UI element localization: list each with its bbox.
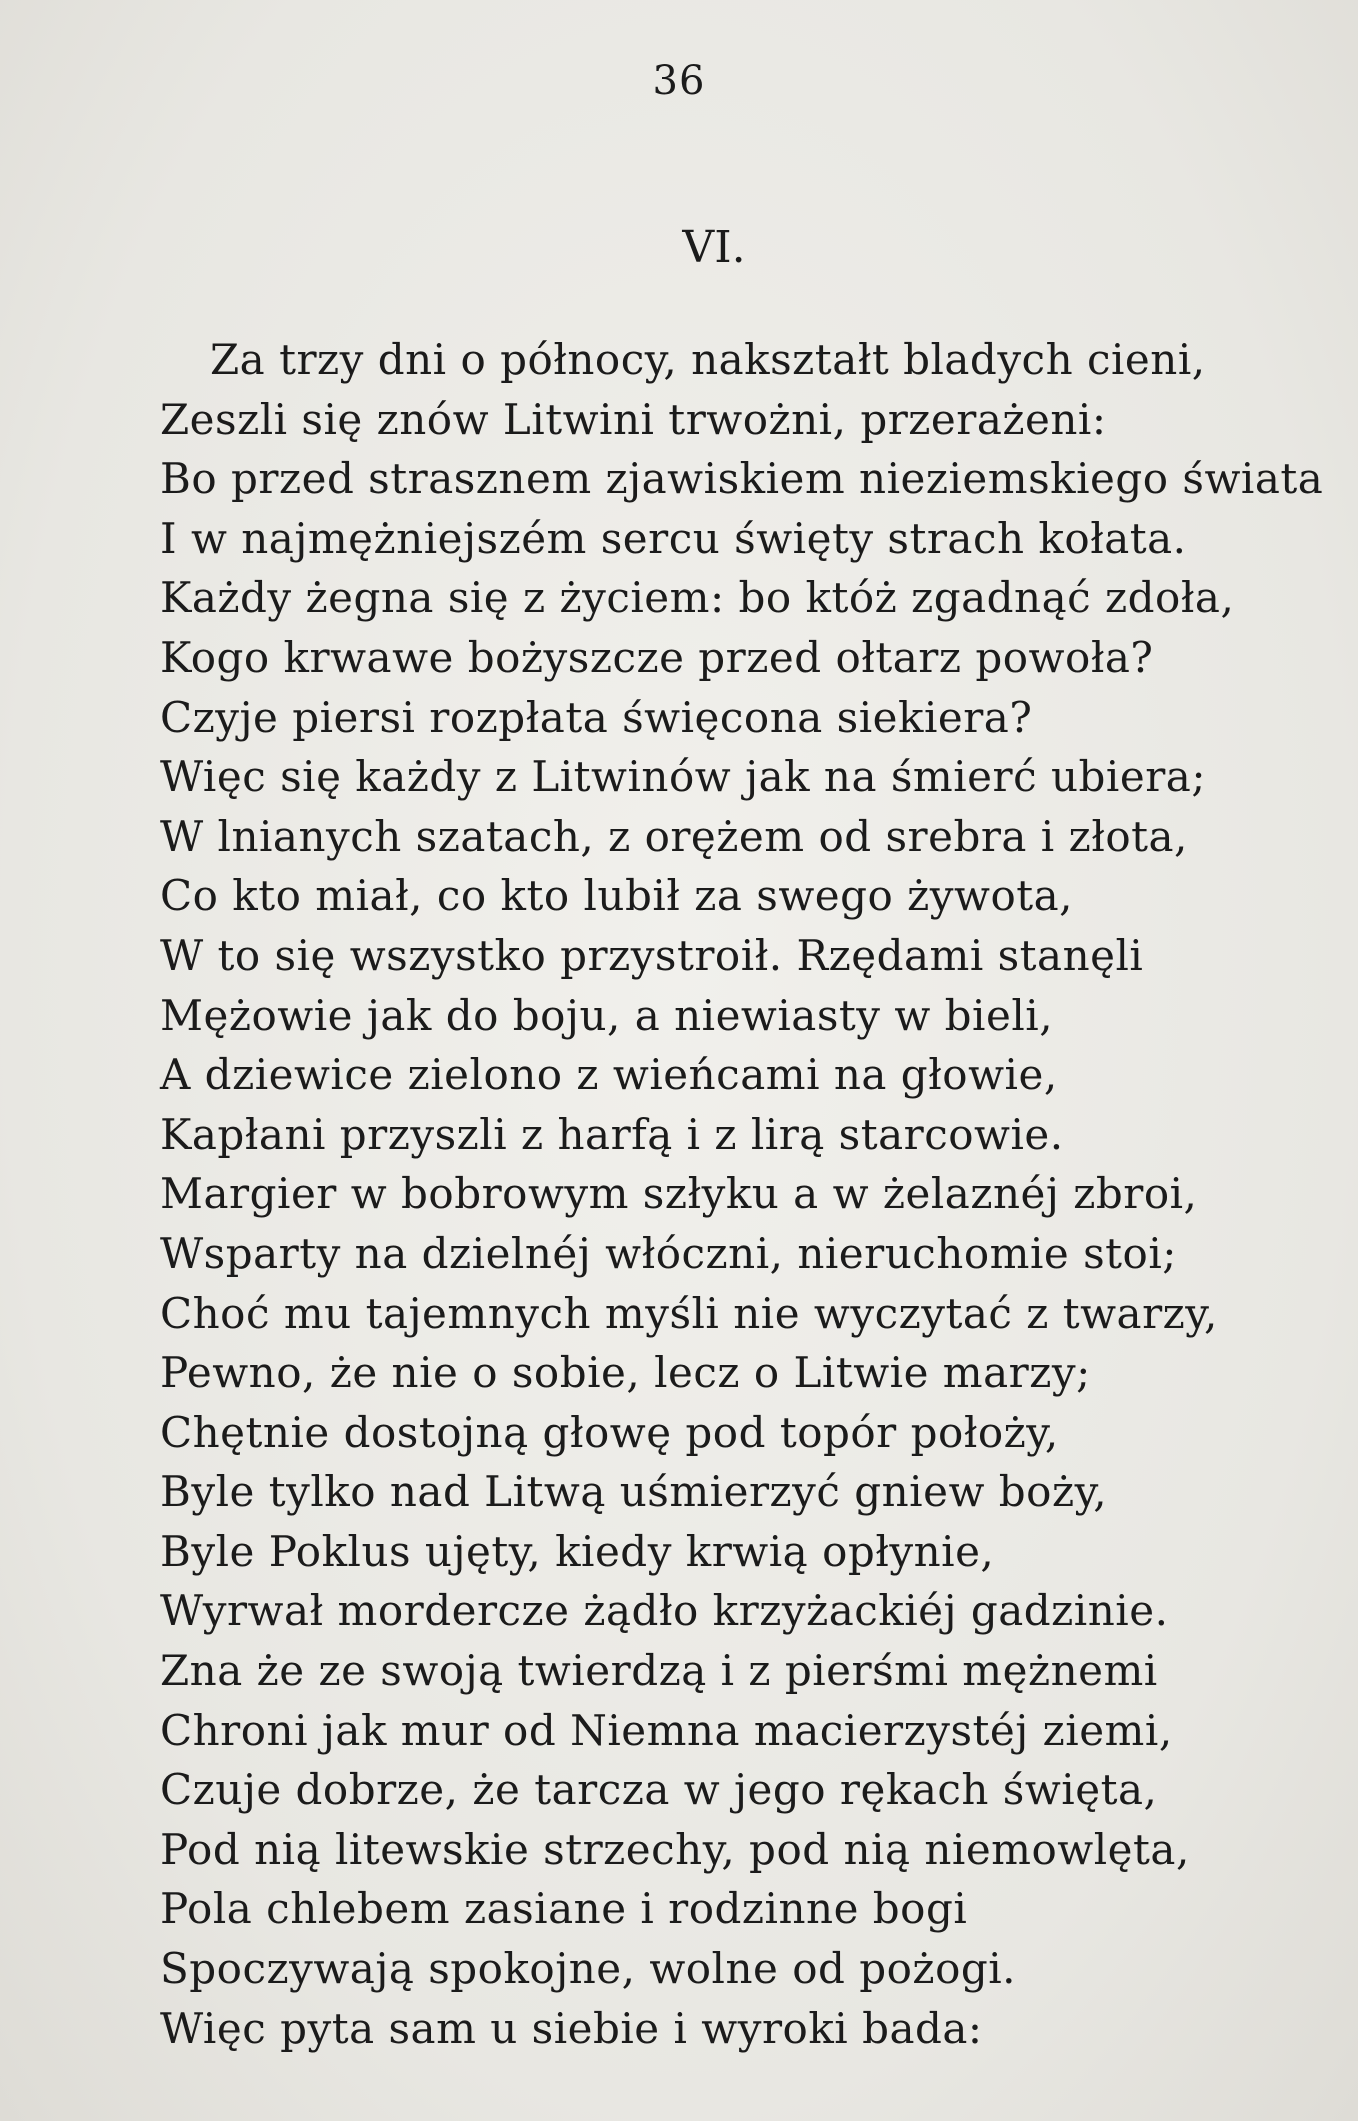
verse-line: A dziewice zielono z wieńcami na głowie, (160, 1050, 1058, 1100)
verse-line: Kapłani przyszli z harfą i z lirą starcowie. (160, 1109, 1064, 1159)
verse-line: Byle Poklus ujęty, kiedy krwią opłynie, (160, 1526, 995, 1576)
verse-line: Bo przed strasznem zjawiskiem nieziemskiego świata (160, 454, 1324, 504)
verse-line: I w najmężniejszém sercu święty strach kołata. (160, 513, 1187, 563)
verse-line: W to się wszystko przystroił. Rzędami stanęli (160, 930, 1144, 980)
verse-line: Choć mu tajemnych myśli nie wyczytać z twarzy, (160, 1288, 1218, 1338)
verse-line: Byle tylko nad Litwą uśmierzyć gniew boży, (160, 1467, 1108, 1517)
verse-line: Czyje piersi rozpłata święcona siekiera? (160, 692, 1033, 742)
verse-line: Wsparty na dzielnéj włóczni, nieruchomie stoi; (160, 1228, 1177, 1278)
verse-line: Kogo krwawe bożyszcze przed ołtarz powoła? (160, 632, 1154, 682)
verse-line: W lnianych szatach, z orężem od srebra i złota, (160, 811, 1188, 861)
verse-line: Zeszli się znów Litwini trwożni, przerażeni: (160, 394, 1107, 444)
verse-line: Chętnie dostojną głowę pod topór położy, (160, 1407, 1059, 1457)
verse-line: Pola chlebem zasiane i rodzinne bogi (160, 1884, 968, 1934)
verse-line: Co kto miał, co kto lubił za swego żywota, (160, 871, 1074, 921)
verse-line: Za trzy dni o północy, nakształt bladych cieni, (210, 335, 1206, 384)
verse-line: Pewno, że nie o sobie, lecz o Litwie marzy; (160, 1348, 1091, 1398)
page-number: 36 (652, 58, 706, 104)
verse-line: Zna że ze swoją twierdzą i z pierśmi mężnemi (160, 1646, 1158, 1696)
verse-line: Wyrwał mordercze żądło krzyżackiéj gadzinie. (160, 1586, 1169, 1636)
verse-line: Margier w bobrowym szłyku a w żelaznéj zbroi, (160, 1169, 1198, 1219)
verse-line: Mężowie jak do boju, a niewiasty w bieli, (160, 990, 1054, 1040)
verse-line: Spoczywają spokojne, wolne od pożogi. (160, 1944, 1017, 1994)
verse-line: Każdy żegna się z życiem: bo któż zgadnąć zdoła, (160, 573, 1235, 623)
section-heading: VI. (682, 222, 746, 273)
verse-line: Chroni jak mur od Niemna macierzystéj ziemi, (160, 1705, 1173, 1755)
verse-line: Więc pyta sam u siebie i wyroki bada: (160, 2003, 983, 2053)
verse-block (160, 330, 1330, 2058)
verse-line: Pod nią litewskie strzechy, pod nią niemowlęta, (160, 1824, 1190, 1874)
verse-line: Czuje dobrze, że tarcza w jego rękach święta, (160, 1765, 1158, 1815)
verse-line: Więc się każdy z Litwinów jak na śmierć ubiera; (160, 752, 1206, 802)
